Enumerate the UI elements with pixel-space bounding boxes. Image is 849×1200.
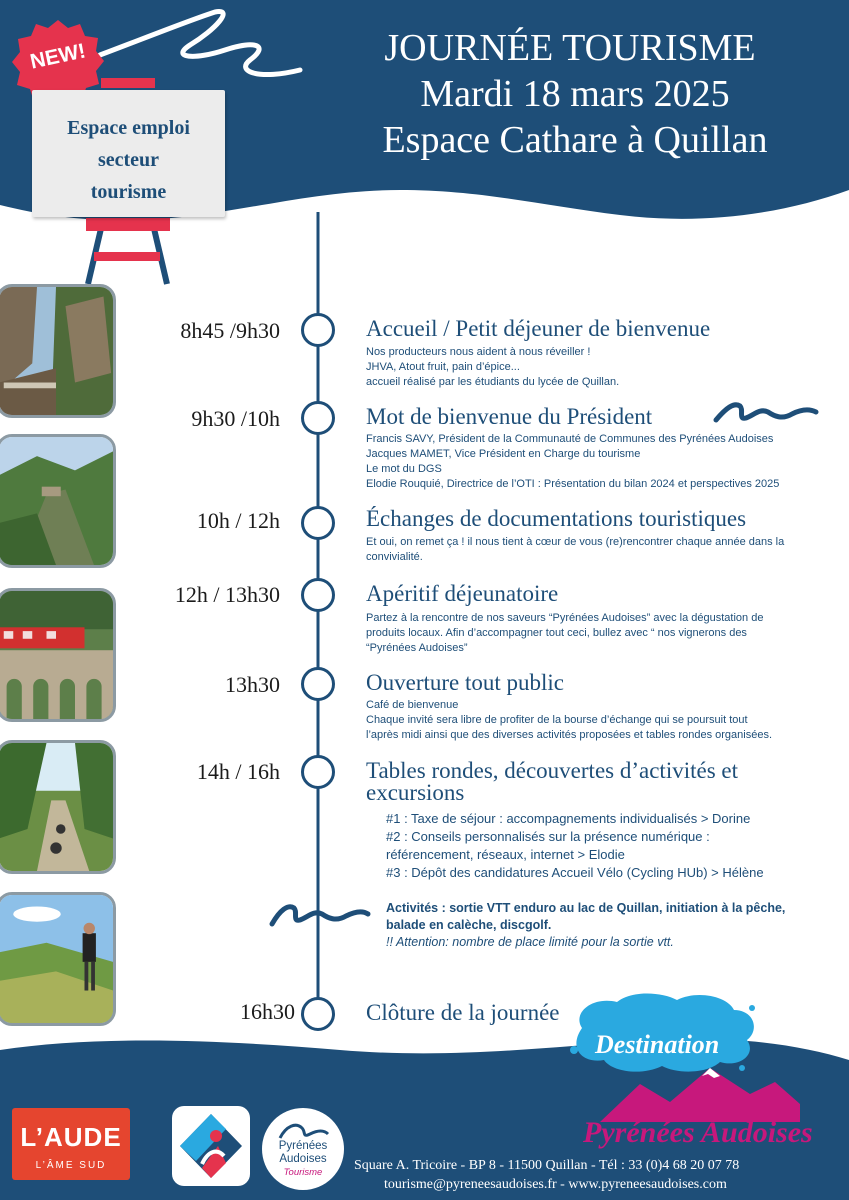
time-2: 9h30 /10h bbox=[191, 406, 280, 431]
photo-castle-peak bbox=[0, 434, 116, 568]
timeline-node-6 bbox=[301, 755, 335, 789]
board-line-1: Espace emploi bbox=[67, 117, 190, 139]
item-6-line-3: référencement, réseaux, internet > Elodie bbox=[386, 847, 625, 862]
aude-logo-main: L’AUDE bbox=[20, 1122, 122, 1152]
board-line-3: tourisme bbox=[90, 181, 167, 203]
item-title-6: Tables rondes, découvertes d’activités et bbox=[366, 758, 738, 783]
pa-logo-line-3: Tourisme bbox=[283, 1167, 323, 1178]
item-title-6-cont: excursions bbox=[366, 780, 465, 805]
timeline-node-3 bbox=[301, 506, 335, 540]
footer-contact[interactable]: tourisme@pyreneesaudoises.fr - www.pyreneesaudoises.com bbox=[384, 1177, 727, 1192]
timeline-node-5 bbox=[301, 667, 335, 701]
item-5-line-2: Chaque invité sera libre de profiter de la bourse d’échange qui se poursuit tout bbox=[366, 714, 748, 726]
pa-logo-line-1: Pyrénées bbox=[278, 1140, 328, 1152]
item-2-line-3: Le mot du DGS bbox=[366, 463, 442, 475]
item-desc-6 bbox=[386, 810, 764, 882]
job-space-board bbox=[32, 90, 225, 217]
timeline-node-1 bbox=[301, 313, 335, 347]
tourism-label-logo[interactable] bbox=[172, 1106, 250, 1186]
item-4-line-2: produits locaux. Afin d’accompagner tout ceci, bullez avec “ nos vignerons des bbox=[366, 627, 747, 639]
event-title: JOURNÉE TOURISME bbox=[384, 27, 756, 69]
item-title-1: Accueil / Petit déjeuner de bienvenue bbox=[366, 316, 711, 341]
activities-line-1: Activités : sortie VTT enduro au lac de Quillan, initiation à la pêche, bbox=[386, 901, 786, 915]
item-5-line-3: l’après midi ainsi que des diverses activités proposées et tables rondes organisées. bbox=[366, 729, 772, 741]
item-desc-4 bbox=[366, 611, 763, 656]
mountain-logo-icon bbox=[600, 1064, 800, 1122]
destination-region: Pyrénées Audoises bbox=[583, 1116, 813, 1149]
item-desc-2 bbox=[366, 432, 779, 492]
item-6-line-4: #3 : Dépôt des candidatures Accueil Vélo (Cycling HUb) > Hélène bbox=[386, 865, 764, 880]
item-title-7: Clôture de la journée bbox=[366, 1000, 560, 1025]
aude-logo[interactable] bbox=[12, 1108, 130, 1180]
time-1: 8h45 /9h30 bbox=[180, 318, 280, 343]
new-badge-label: NEW! bbox=[28, 39, 88, 74]
aude-logo-sub: L’ÂME SUD bbox=[35, 1160, 107, 1171]
item-3-line-2: convivialité. bbox=[366, 551, 423, 563]
footer-address: Square A. Tricoire - BP 8 - 11500 Quillan - Tél : 33 (0)4 68 20 07 78 bbox=[354, 1158, 740, 1173]
item-2-line-1: Francis SAVY, Président de la Communauté de Communes des Pyrénées Audoises bbox=[366, 433, 774, 445]
item-4-line-1: Partez à la rencontre de nos saveurs “Pyrénées Audoises” avec la dégustation de bbox=[366, 612, 764, 624]
event-date: Mardi 18 mars 2025 bbox=[420, 73, 730, 115]
item-2-line-2: Jacques MAMET, Vice Président en Charge du tourisme bbox=[366, 448, 641, 460]
item-title-5: Ouverture tout public bbox=[366, 670, 565, 695]
item-2-line-4: Elodie Rouquié, Directrice de l’OTI : Présentation du bilan 2024 et perspectives 2025 bbox=[366, 478, 780, 490]
brush-squiggle-icon bbox=[712, 400, 820, 426]
timeline-node-7 bbox=[301, 997, 335, 1031]
item-title-4: Apéritif déjeunatoire bbox=[366, 581, 559, 606]
item-5-line-1: Café de bienvenue bbox=[366, 699, 459, 711]
pyrenees-audoises-tourisme-logo[interactable] bbox=[262, 1108, 344, 1190]
item-6-line-2: #2 : Conseils personnalisés sur la présence numérique : bbox=[386, 829, 710, 844]
item-3-line-1: Et oui, on remet ça ! il nous tient à cœur de vous (re)rencontrer chaque année dans la bbox=[366, 536, 785, 548]
item-1-line-1: Nos producteurs nous aident à nous réveiller ! bbox=[366, 346, 591, 358]
board-line-2: secteur bbox=[97, 149, 160, 171]
item-desc-3 bbox=[366, 535, 784, 565]
time-3: 10h / 12h bbox=[196, 508, 280, 533]
item-1-line-3: accueil réalisé par les étudiants du lycée de Quillan. bbox=[366, 376, 620, 388]
time-7: 16h30 bbox=[240, 999, 295, 1024]
event-place: Espace Cathare à Quillan bbox=[382, 119, 768, 161]
item-6-line-1: #1 : Taxe de séjour : accompagnements individualisés > Dorine bbox=[386, 811, 751, 826]
timeline-node-2 bbox=[301, 401, 335, 435]
time-5: 13h30 bbox=[225, 672, 280, 697]
item-title-3: Échanges de documentations touristiques bbox=[366, 506, 747, 531]
destination-word: Destination bbox=[595, 1030, 720, 1059]
item-desc-5 bbox=[366, 698, 772, 743]
time-4: 12h / 13h30 bbox=[174, 582, 280, 607]
activities-note: !! Attention: nombre de place limité pour la sortie vtt. bbox=[386, 935, 674, 949]
item-4-line-3: “Pyrénées Audoises” bbox=[366, 642, 468, 654]
activities-block bbox=[386, 900, 785, 951]
pa-logo-line-2: Audoises bbox=[279, 1153, 327, 1165]
item-1-line-2: JHVA, Atout fruit, pain d’épice... bbox=[366, 361, 520, 373]
item-title-2: Mot de bienvenue du Président bbox=[366, 404, 653, 429]
timeline-node-4 bbox=[301, 578, 335, 612]
photo-gorge-road bbox=[0, 284, 116, 418]
activities-line-2: balade en calèche, discgolf. bbox=[386, 918, 552, 932]
photo-red-train-viaduct bbox=[0, 588, 116, 722]
time-6: 14h / 16h bbox=[196, 759, 280, 784]
brush-squiggle-icon bbox=[268, 900, 372, 928]
item-desc-1 bbox=[366, 345, 619, 390]
